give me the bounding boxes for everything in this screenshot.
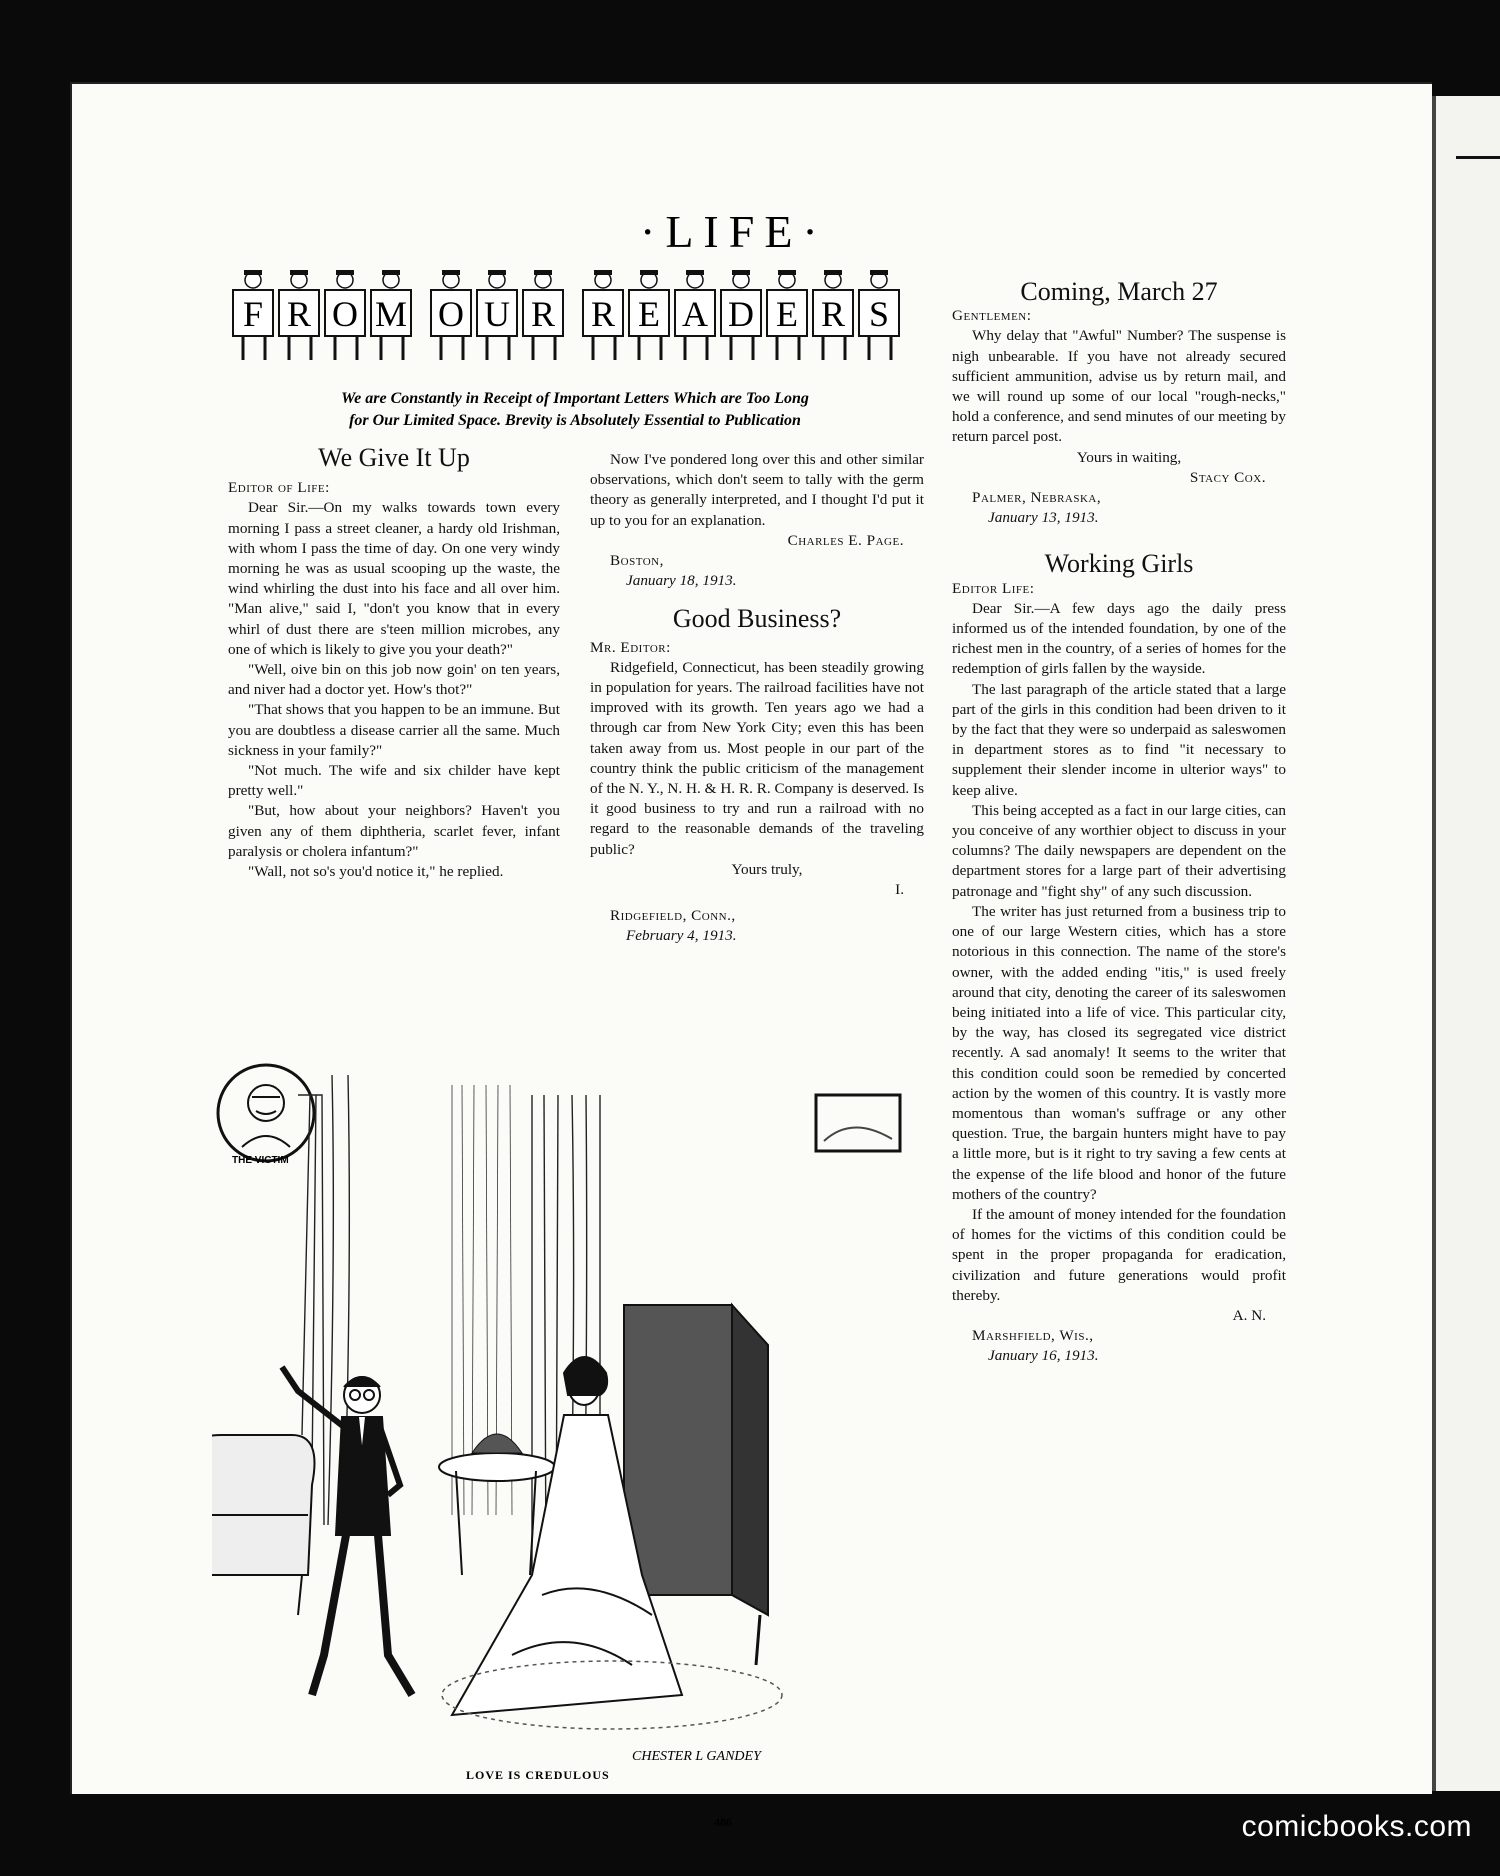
banner-letter: O xyxy=(332,294,358,334)
banner-letter-board xyxy=(767,270,807,360)
banner-letter-board xyxy=(325,270,365,360)
banner-letter: E xyxy=(776,294,798,334)
banner-letter-board xyxy=(629,270,669,360)
letter-date: January 13, 1913. xyxy=(988,509,1099,527)
adjacent-page-edge xyxy=(1432,96,1500,1791)
banner-letter-board xyxy=(859,270,899,360)
banner-letter-board xyxy=(371,270,411,360)
letter-paragraph: "Wall, not so's you'd notice it," he replied. xyxy=(248,863,504,881)
banner-letter: R xyxy=(286,294,312,334)
letter-title: Good Business? xyxy=(672,604,842,634)
letter-date: January 16, 1913. xyxy=(988,1347,1099,1365)
banner-letter: S xyxy=(868,294,890,334)
armchair xyxy=(212,1435,315,1615)
banner-letter-board xyxy=(583,270,623,360)
letter-signature: Stacy Cox. xyxy=(1189,468,1266,486)
letter-closing: Yours truly, xyxy=(731,860,803,878)
letter-salutation: Editor of Life: xyxy=(228,479,330,497)
inset-label: THE VICTIM xyxy=(232,1155,289,1166)
banner-letter: U xyxy=(484,294,510,334)
letter-we-give-it-up xyxy=(228,443,560,882)
wall-picture xyxy=(816,1095,900,1151)
banner-letter: F xyxy=(242,294,264,334)
letter-paragraph: The writer has just returned from a business trip to one of our large Western cities, which has a store notorious in this connection. The name of the store's owner, with the added ending "itis," is used freely around that city, denoting the career of its saleswomen being initiated into a life of vice. This particular city, by the way, has closed its segregated vice district recently. A sad anomaly! It seems to the writer that this condition could soon be remedied by concerted action by the women of this country. It is vastly more momentous than woman's suffrage or any other question. True, the bargain hunters might have to pay a little more, but is it right to try saving a few cents at the expense of the life blood and honor of the future mothers of the country? xyxy=(952,902,1286,1203)
letter-closing: Yours in waiting, xyxy=(1076,448,1182,466)
letter-signature: Charles E. Page. xyxy=(787,531,904,549)
letter-place: Boston, xyxy=(610,552,664,570)
letter-date: February 4, 1913. xyxy=(626,927,737,945)
column-middle xyxy=(590,450,924,947)
letter-paragraph: Dear Sir.—On my walks towards town every morning I pass a street cleaner, a hardy old Irishman, with whom I pass the time of day. On one very windy morning he was as usual scooping up the waste, the wind whirling the dust into his face and all over him. "Man alive," said I, "don't you know that in every whirl of dust there are s'teen million microbes, any one of which is likely to give you your death?" xyxy=(228,499,560,658)
masthead: ·LIFE· xyxy=(640,206,828,257)
artist-signature: CHESTER L GANDEY xyxy=(632,1749,761,1764)
letter-paragraph: "That shows that you happen to be an immune. But you are doubtless a disease carrier all the same. Much sickness in your family?" xyxy=(228,701,560,759)
letter-salutation: Mr. Editor: xyxy=(590,638,671,656)
letter-date: January 18, 1913. xyxy=(626,572,737,590)
letter-title: Working Girls xyxy=(1044,549,1194,579)
banner-letter-board xyxy=(233,270,273,360)
banner-letter: R xyxy=(820,294,846,334)
from-our-readers-banner xyxy=(229,266,924,366)
tagline xyxy=(250,388,900,432)
letter-paragraph: "But, how about your neighbors? Haven't you given any of them diphtheria, scarlet fever, infant paralysis or cholera infantum?" xyxy=(228,802,560,860)
letter-signature: I. xyxy=(895,881,904,899)
letter-paragraph: The last paragraph of the article stated that a large part of the girls in this condition had been driven to it by the fact that they were so underpaid as saleswomen in department stores as to find "it necessary to supplement their slender income in ulterior ways" to keep alive. xyxy=(952,680,1286,799)
letter-salutation: Editor Life: xyxy=(952,579,1035,597)
letter-paragraph: Ridgefield, Connecticut, has been steadily growing in population for years. The railroad facilities have not improved with its growth. Ten years ago we had a through car from New York City; even this has been taken away from us. Most people in our part of the country think the public criticism of the management of the N. Y., N. H. & H. R. R. Company is deserved. Is it good business to try and run a railroad with no regard to the reasonable demands of the traveling public? xyxy=(590,658,924,858)
banner-letter: M xyxy=(374,294,408,334)
letter-paragraph: Now I've pondered long over this and other similar observations, which don't seem to tally with the germ theory as generally interpreted, and I thought I'd put it up to you for an explanation. xyxy=(590,451,924,529)
banner-letter-board xyxy=(431,270,471,360)
banner-letter-board xyxy=(279,270,319,360)
tagline-line-2: for Our Limited Space. Brevity is Absolutely Essential to Publication xyxy=(349,412,801,429)
letter-signature: A. N. xyxy=(1232,1306,1266,1324)
letter-salutation: Gentlemen: xyxy=(952,307,1032,325)
letter-place: Ridgefield, Conn., xyxy=(610,907,736,925)
letter-title: Coming, March 27 xyxy=(1020,277,1218,306)
banner-letter: R xyxy=(530,294,556,334)
banner-letter: A xyxy=(682,294,708,334)
banner-letter-board xyxy=(721,270,761,360)
letter-paragraph: "Not much. The wife and six childer have kept pretty well." xyxy=(228,762,560,800)
letter-paragraph: "Well, oive bin on this job now goin' on ten years, and niver had a doctor yet. How's thot?" xyxy=(228,661,560,699)
banner-letter: R xyxy=(590,294,616,334)
column-right xyxy=(952,277,1286,1367)
banner-letter: E xyxy=(638,294,660,334)
banner-letter-board xyxy=(477,270,517,360)
tagline-line-1: We are Constantly in Receipt of Important Letters Which are Too Long xyxy=(341,390,809,407)
banner-letter: D xyxy=(728,294,754,334)
letter-place: Palmer, Nebraska, xyxy=(972,489,1102,507)
illustration-caption: LOVE IS CREDULOUS xyxy=(466,1768,610,1782)
letter-title: We Give It Up xyxy=(318,443,470,472)
banner-letter-board xyxy=(523,270,563,360)
letter-paragraph: If the amount of money intended for the foundation of homes for the victims of this condition could be spent in the proper propaganda for eradication, civilization and future generations would profit thereby. xyxy=(952,1205,1286,1304)
banner-letter-board xyxy=(675,270,715,360)
letter-place: Marshfield, Wis., xyxy=(972,1327,1094,1345)
letter-paragraph: Dear Sir.—A few days ago the daily press informed us of the intended foundation, by one of the richest men in the country, of a series of homes for the redemption of girls fallen by the wayside. xyxy=(952,599,1286,678)
watermark: comicbooks.com xyxy=(1241,1810,1472,1843)
cartoon-illustration xyxy=(212,1055,928,1815)
letter-paragraph: Why delay that "Awful" Number? The suspense is nigh unbearable. If you have not already secured sufficient ammunition, advise us by return mail, and we will round up some of our local "rough-necks," hold a conference, and send minutes of our meeting by return parcel post. xyxy=(952,327,1286,446)
banner-letter-board xyxy=(813,270,853,360)
banner-letter: O xyxy=(438,294,464,334)
page-number: 486 xyxy=(714,1815,732,1829)
letter-paragraph: This being accepted as a fact in our large cities, can you conceive of any worthier object to discuss in your columns? The daily newspapers are dependent on the department stores for a large part of their advertising patronage and "fight shy" of any such discussion. xyxy=(952,801,1286,900)
